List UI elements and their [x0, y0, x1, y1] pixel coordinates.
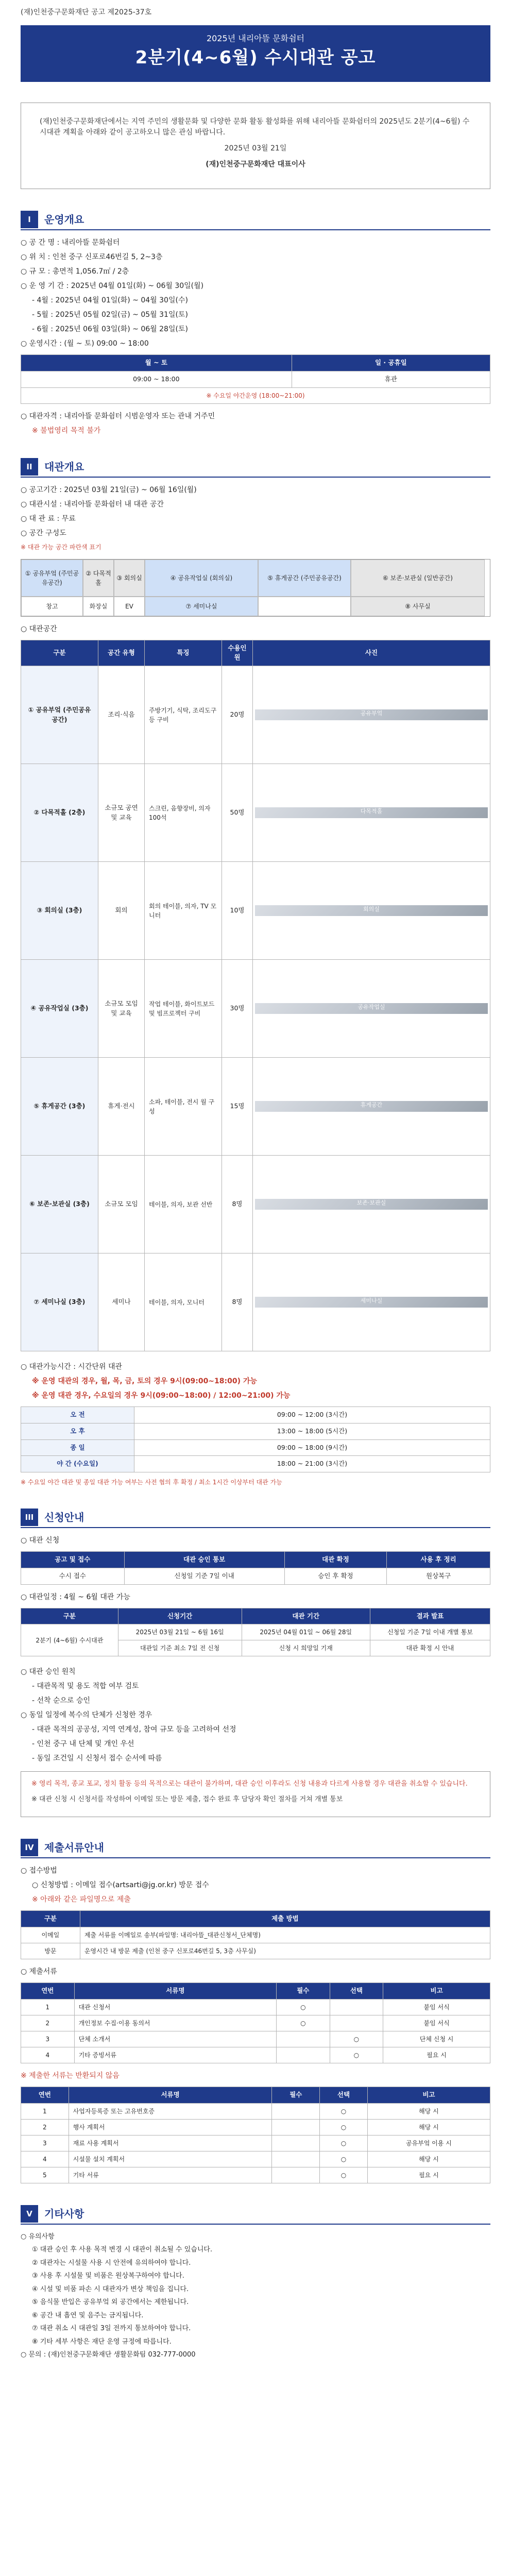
section-number: IV [21, 1839, 38, 1856]
table-header: 공고 및 접수 [21, 1552, 125, 1568]
section-title: 기타사항 [44, 2207, 84, 2220]
table-cell: 재료 사용 계획서 [69, 2135, 272, 2151]
table-cell: 행사 계획서 [69, 2119, 272, 2135]
title-banner [21, 25, 490, 82]
photo-placeholder: 공유작업실 [255, 1003, 488, 1014]
table-header: 구분 [21, 1911, 80, 1927]
table-cell: ○ [320, 2103, 368, 2119]
table-cell: 필요 시 [367, 2167, 490, 2183]
section-title: 운영개요 [44, 213, 84, 226]
table-cell: 수시 접수 [21, 1568, 125, 1584]
table-cell: 2분기 (4~6월) 수시대관 [21, 1624, 118, 1656]
table-cell: 승인 후 확정 [284, 1568, 387, 1584]
list-item: ○ 대관가능시간 : 시간단위 대관 [21, 1363, 123, 1371]
list-item: ○ 운영시간 : (월 ~ 토) 09:00 ~ 18:00 [21, 340, 149, 348]
list-item: ※ 불법영리 목적 불가 [32, 426, 101, 435]
section-title: 신청안내 [44, 1511, 84, 1523]
table-cell [330, 2015, 383, 2031]
list-item: ⑥ 공간 내 흡연 및 음주는 금지됩니다. [32, 2311, 144, 2319]
time-table [21, 1406, 490, 1472]
section-header [21, 2204, 490, 2225]
banner-title: 2분기(4~6월) 수시대관 공고 [135, 47, 376, 68]
room-features: 소파, 테이블, 전시 월 구성 [145, 1058, 222, 1156]
list-item: ○ 공 간 명 : 내리아뜰 문화쉼터 [21, 239, 120, 247]
room-name: ⑤ 휴게공간 (3층) [21, 1058, 98, 1156]
table-cell: 사업자등록증 또는 고유번호증 [69, 2103, 272, 2119]
table-row [21, 2015, 490, 2031]
room-capacity: 15명 [222, 1058, 253, 1156]
table-cell [272, 2167, 320, 2183]
floor-cell: ⑧ 사무실 [351, 597, 485, 616]
table-cell: 신청 시 희망일 기재 [242, 1640, 370, 1656]
table-cell: 단체 신청 시 [383, 2031, 490, 2047]
table-row [21, 1439, 490, 1456]
list-item: ※ 운영 대관 경우, 수요일의 경우 9시(09:00~18:00) / 12:00~21:00) 가능 [32, 1392, 291, 1400]
intro-org: (재)인천중구문화재단 대표이사 [206, 160, 305, 168]
table-cell: 운영시간 내 방문 제출 (인천 중구 신포로46번길 5, 3층 사무실) [80, 1943, 490, 1959]
proc-table [21, 1608, 490, 1657]
list-item: ○ 대관 승인 원칙 [21, 1668, 76, 1676]
room-photo [253, 1058, 490, 1156]
table-header: 연번 [21, 1983, 75, 1999]
table-cell: 5 [21, 2167, 69, 2183]
submit-list [21, 1866, 490, 1905]
photo-placeholder: 세미나실 [255, 1297, 488, 1308]
table-cell: 원상복구 [387, 1568, 490, 1584]
section-number: II [21, 458, 38, 476]
floor-cell: 창고 [21, 597, 83, 616]
room-name: ② 다목적홀 (2층) [21, 764, 98, 862]
table-cell: 2 [21, 2015, 75, 2031]
table-cell: ※ 수요일 야간운영 (18:00~21:00) [21, 387, 490, 403]
table-header: 대관 기간 [242, 1608, 370, 1624]
operator-list [21, 411, 490, 436]
table-header: 공간 유형 [98, 640, 145, 666]
floor-cell: ⑤ 휴게공간 (주민공유공간) [258, 560, 351, 597]
restriction-text: ※ 영리 목적, 종교 포교, 정치 활동 등의 목적으로는 대관이 불가하며, 대관 승인 이후라도 신청 내용과 다르게 사용할 경우 대관을 취소할 수 있습니다. [31, 1780, 468, 1788]
table-header: 필수 [277, 1983, 330, 1999]
table-header: 비고 [367, 2087, 490, 2103]
table-row [21, 1999, 490, 2015]
table-cell: 개인정보 수집·이용 동의서 [74, 2015, 276, 2031]
list-item: ○ 신청방법 : 이메일 접수(artsarti@jg.or.kr) 방문 접수 [32, 1881, 209, 1890]
list-item: ○ 규 모 : 총면적 1,056.7㎡ / 2층 [21, 267, 129, 276]
list-item: - 5월 : 2025년 05월 02일(금) ~ 05월 31일(토) [32, 311, 188, 319]
section-header [21, 1507, 490, 1528]
list-item: ○ 운 영 기 간 : 2025년 04월 01일(화) ~ 06월 30일(월) [21, 282, 204, 290]
rental-overview-list [21, 485, 490, 539]
room-name: ③ 회의실 (3층) [21, 862, 98, 960]
table-row [21, 1568, 490, 1584]
floor-cell: ④ 공유작업실 (회의실) [145, 560, 258, 597]
table-cell: 휴관 [292, 371, 490, 387]
rental-title: ○ 대관공간 [21, 624, 57, 633]
table-cell: 3 [21, 2031, 75, 2047]
table-header: 구분 [21, 1608, 118, 1624]
table-header: 월 ~ 토 [21, 355, 292, 371]
table-row [21, 666, 490, 764]
section-header [21, 210, 490, 230]
table-header: 특징 [145, 640, 222, 666]
photo-placeholder: 다목적홀 [255, 807, 488, 818]
section-overview [21, 210, 490, 436]
table-cell: 2025년 03월 21일 ~ 6월 16일 [118, 1624, 242, 1640]
list-item: - 4월 : 2025년 04월 01일(화) ~ 04월 30일(수) [32, 296, 188, 304]
floor-cell: ③ 회의실 [114, 560, 145, 597]
room-photo [253, 1253, 490, 1351]
table-row [21, 2151, 490, 2167]
table-cell: 시설물 설치 계획서 [69, 2151, 272, 2167]
table-cell: ○ [277, 1999, 330, 2015]
table-cell: 2 [21, 2119, 69, 2135]
table-cell: 신청일 기준 7일 이내 [124, 1568, 284, 1584]
proc-title: ○ 대관일정 : 4월 ~ 6월 대관 가능 [21, 1592, 130, 1601]
list-item: ○ 공고기간 : 2025년 03월 21일(금) ~ 06월 16일(월) [21, 485, 197, 494]
list-item: - 인천 중구 내 단체 및 개인 우선 [32, 1740, 134, 1749]
list-item: ○ 문의 : (재)인천중구문화재단 생활문화팀 032-777-0000 [21, 2351, 196, 2359]
list-item: ○ 유의사항 [21, 2232, 55, 2241]
photo-placeholder: 보존·보관실 [255, 1199, 488, 1210]
table-cell: 공유부엌 이용 시 [367, 2135, 490, 2151]
table-row [21, 1423, 490, 1439]
list-item: ③ 사용 후 시설물 및 비품은 원상복구하여야 합니다. [32, 2272, 184, 2280]
approval-list [21, 1667, 490, 1764]
banner-subtitle: 2025년 내리아뜰 문화쉼터 [207, 33, 304, 43]
list-item: ⑦ 대관 취소 시 대관일 3일 전까지 통보하여야 합니다. [32, 2325, 191, 2332]
photo-placeholder: 휴게공간 [255, 1101, 488, 1112]
list-item: ○ 공간 구성도 [21, 529, 66, 537]
room-name: ① 공유부엌 (주민공유공간) [21, 666, 98, 764]
list-item: ○ 대관시설 : 내리아뜰 문화쉼터 내 대관 공간 [21, 500, 164, 509]
room-photo [253, 666, 490, 764]
section-header [21, 457, 490, 478]
section-rental-overview [21, 457, 490, 1487]
table-header: 사용 후 정리 [387, 1552, 490, 1568]
overview-list [21, 238, 490, 349]
section-etc [21, 2204, 490, 2360]
section-number: I [21, 211, 38, 228]
list-item: - 동일 조건일 시 신청서 접수 순서에 따름 [32, 1754, 162, 1763]
room-photo [253, 1156, 490, 1253]
table-row [21, 387, 490, 403]
list-item: ④ 시설 및 비품 파손 시 대관자가 변상 책임을 집니다. [32, 2285, 189, 2293]
table-row [21, 764, 490, 862]
room-name: ④ 공유작업실 (3층) [21, 960, 98, 1058]
table-cell: 붙임 서식 [383, 1999, 490, 2015]
list-item: - 대관 목적의 공공성, 지역 연계성, 참여 규모 등을 고려하여 선정 [32, 1725, 236, 1734]
table-row [21, 2167, 490, 2183]
table-cell: 신청일 기준 7일 이내 개별 통보 [370, 1624, 490, 1640]
list-item: ※ 아래와 같은 파일명으로 제출 [32, 1895, 131, 1904]
table-header: 신청기간 [118, 1608, 242, 1624]
table-cell: ○ [320, 2167, 368, 2183]
table-row [21, 1456, 490, 1472]
table-row [21, 1927, 490, 1943]
table-cell: ○ [320, 2135, 368, 2151]
list-item: ① 대관 승인 후 사용 목적 변경 시 대관이 취소될 수 있습니다. [32, 2246, 213, 2253]
list-item: ○ 대관자격 : 내리아뜰 문화쉼터 시범운영자 또는 관내 거주민 [21, 412, 215, 420]
table-header: 일 · 공휴일 [292, 355, 490, 371]
table-cell: 2025년 04월 01일 ~ 06월 28일 [242, 1624, 370, 1640]
table-header: 대관 승인 통보 [124, 1552, 284, 1568]
intro-text: (재)인천중구문화재단에서는 지역 주민의 생활문화 및 다양한 문화 활동 활성화를 위해 내리아뜰 문화쉼터의 2025년도 2분기(4~6월) 수시대관 계획을 아래와 같이 공고하오니 많은 관심 바랍니다. [40, 117, 470, 137]
docs-title: ○ 제출서류 [21, 1968, 57, 1976]
section-documents [21, 1838, 490, 2183]
table-header: 대관 확정 [284, 1552, 387, 1568]
list-item: ○ 위 치 : 인천 중구 신포로46번길 5, 2~3층 [21, 253, 163, 261]
room-photo [253, 960, 490, 1058]
section-title: 대관개요 [44, 460, 84, 473]
table-row [21, 862, 490, 960]
list-item: ○ 접수방법 [21, 1867, 57, 1875]
table-row [21, 1407, 490, 1423]
apply-table [21, 1551, 490, 1585]
room-type: 회의 [98, 862, 145, 960]
table-header: 결과 발표 [370, 1608, 490, 1624]
table-cell: 해당 시 [367, 2119, 490, 2135]
table-cell: 단체 소개서 [74, 2031, 276, 2047]
list-item: - 선착 순으로 승인 [32, 1697, 91, 1705]
table-cell: 09:00 ~ 12:00 (3시간) [134, 1407, 490, 1423]
table-cell: 오 전 [21, 1407, 134, 1423]
table-cell: 해당 시 [367, 2103, 490, 2119]
room-capacity: 8명 [222, 1156, 253, 1253]
table-row [21, 1058, 490, 1156]
table-cell: 기타 증빙서류 [74, 2047, 276, 2063]
table-cell: 방문 [21, 1943, 80, 1959]
table-cell: 필요 시 [383, 2047, 490, 2063]
caution-text: ※ 대관 신청 시 신청서를 작성하여 이메일 또는 방문 제출, 접수 완료 후 담당자 확인 절차를 거쳐 개별 통보 [31, 1795, 343, 1803]
table-cell: 3 [21, 2135, 69, 2151]
section-number: V [21, 2205, 38, 2223]
docs2-title: ※ 제출한 서류는 반환되지 않음 [21, 2071, 120, 2080]
room-photo [253, 862, 490, 960]
list-item: - 대관목적 및 용도 적합 여부 검토 [32, 1682, 139, 1691]
room-type: 소규모 모임 [98, 1156, 145, 1253]
room-capacity: 10명 [222, 862, 253, 960]
table-row [21, 1624, 490, 1640]
table-cell: 4 [21, 2151, 69, 2167]
intro-box [21, 103, 490, 189]
table-cell: 기타 서류 [69, 2167, 272, 2183]
docs-table [21, 1982, 490, 2063]
section-application [21, 1507, 490, 1817]
room-features: 주방기기, 식탁, 조리도구 등 구비 [145, 666, 222, 764]
table-cell: ○ [320, 2119, 368, 2135]
table-cell: 18:00 ~ 21:00 (3시간) [134, 1456, 490, 1472]
table-cell: ○ [277, 2015, 330, 2031]
table-header: 수용인원 [222, 640, 253, 666]
table-header: 선택 [320, 2087, 368, 2103]
table-cell: 오 후 [21, 1423, 134, 1439]
table-header: 비고 [383, 1983, 490, 1999]
photo-placeholder: 공유부엌 [255, 709, 488, 720]
table-cell: 09:00 ~ 18:00 (9시간) [134, 1439, 490, 1456]
table-row [21, 371, 490, 387]
room-capacity: 50명 [222, 764, 253, 862]
table-header: 서류명 [69, 2087, 272, 2103]
table-cell [272, 2135, 320, 2151]
list-item: ○ 동일 일정에 복수의 단체가 신청한 경우 [21, 1711, 152, 1720]
list-item: ○ 대 관 료 : 무료 [21, 514, 76, 523]
section-number: III [21, 1509, 38, 1526]
table-cell: 1 [21, 1999, 75, 2015]
time-footer: ※ 수요일 야간 대관 및 종일 대관 가능 여부는 사전 협의 후 확정 / 최소 1시간 이상부터 대관 가능 [21, 1479, 282, 1486]
table-row [21, 2031, 490, 2047]
table-cell: 대관 신청서 [74, 1999, 276, 2015]
photo-placeholder: 회의실 [255, 905, 488, 916]
table-header: 선택 [330, 1983, 383, 1999]
room-name: ⑥ 보존·보관실 (3층) [21, 1156, 98, 1253]
floor-cell [258, 597, 351, 616]
room-capacity: 30명 [222, 960, 253, 1058]
table-row [21, 2119, 490, 2135]
room-type: 소규모 공연 및 교육 [98, 764, 145, 862]
floor-cell: EV [114, 597, 145, 616]
table-cell: 4 [21, 2047, 75, 2063]
room-type: 휴게·전시 [98, 1058, 145, 1156]
table-cell [277, 2031, 330, 2047]
table-cell [272, 2151, 320, 2167]
floor-cell: ⑥ 보존·보관실 (일반공간) [351, 560, 485, 597]
table-row [21, 1253, 490, 1351]
table-row [21, 2047, 490, 2063]
table-row [21, 1156, 490, 1253]
table-cell: ○ [320, 2151, 368, 2167]
restriction-box [21, 1771, 490, 1817]
table-header: 사진 [253, 640, 490, 666]
room-capacity: 8명 [222, 1253, 253, 1351]
room-type: 조리·식음 [98, 666, 145, 764]
table-cell: 대관일 기준 최소 7일 전 신청 [118, 1640, 242, 1656]
table-header: 구분 [21, 640, 98, 666]
list-item: - 6월 : 2025년 06월 03일(화) ~ 06월 28일(토) [32, 325, 188, 333]
intro-date: 2025년 03월 21일 [224, 144, 287, 152]
table-cell: 대관 확정 시 안내 [370, 1640, 490, 1656]
table-row [21, 1943, 490, 1959]
table-cell: 붙임 서식 [383, 2015, 490, 2031]
room-type: 세미나 [98, 1253, 145, 1351]
table-row [21, 960, 490, 1058]
table-cell: 제출 서류를 이메일로 송부(파일명: 내리아뜰_대관신청서_단체명) [80, 1927, 490, 1943]
table-header: 서류명 [74, 1983, 276, 1999]
table-cell: 이메일 [21, 1927, 80, 1943]
time-list [21, 1362, 490, 1401]
hours-table [21, 354, 490, 404]
table-cell: ○ [330, 2031, 383, 2047]
notice-list [21, 2232, 490, 2360]
room-features: 회의 테이블, 의자, TV 모니터 [145, 862, 222, 960]
list-item: ⑧ 기타 세부 사항은 재단 운영 규정에 따릅니다. [32, 2337, 172, 2346]
table-header: 제출 방법 [80, 1911, 490, 1927]
section-header [21, 1838, 490, 1858]
table-header: 연번 [21, 2087, 69, 2103]
table-cell: ○ [330, 2047, 383, 2063]
section-title: 제출서류안내 [44, 1841, 104, 1854]
table-cell [277, 2047, 330, 2063]
room-capacity: 20명 [222, 666, 253, 764]
table-cell [272, 2119, 320, 2135]
table-cell: 야 간 (수요일) [21, 1456, 134, 1472]
table-cell: 09:00 ~ 18:00 [21, 371, 292, 387]
floor-plan [21, 559, 490, 617]
table-cell [330, 1999, 383, 2015]
table-cell: 13:00 ~ 18:00 (5시간) [134, 1423, 490, 1439]
table-cell: 종 일 [21, 1439, 134, 1456]
floor-cell: 화장실 [83, 597, 114, 616]
doc-number: (재)인천중구문화재단 공고 제2025-37호 [21, 8, 152, 16]
rental-table [21, 640, 490, 1352]
list-item: ② 대관자는 시설물 사용 시 안전에 유의하여야 합니다. [32, 2259, 191, 2267]
room-photo [253, 764, 490, 862]
floor-cell: ② 다목적홀 [83, 560, 114, 597]
table-cell [272, 2103, 320, 2119]
floor-hint: ※ 대관 가능 공간 파란색 표기 [21, 543, 101, 551]
room-name: ⑦ 세미나실 (3층) [21, 1253, 98, 1351]
table-row [21, 2103, 490, 2119]
list-item: ⑤ 음식물 반입은 공유부엌 외 공간에서는 제한됩니다. [32, 2298, 189, 2306]
docs2-table [21, 2087, 490, 2183]
room-features: 테이블, 의자, 보관 선반 [145, 1156, 222, 1253]
room-type: 소규모 모임 및 교육 [98, 960, 145, 1058]
room-features: 작업 테이블, 화이트보드 및 빔프로젝터 구비 [145, 960, 222, 1058]
table-cell: 해당 시 [367, 2151, 490, 2167]
floor-cell: ⑦ 세미나실 [145, 597, 258, 616]
apply-title: ○ 대관 신청 [21, 1536, 60, 1545]
table-row [21, 2135, 490, 2151]
floor-cell: ① 공유부엌 (주민공유공간) [21, 560, 83, 597]
submit-table [21, 1910, 490, 1959]
table-header: 필수 [272, 2087, 320, 2103]
room-features: 스크린, 음향장비, 의자 100석 [145, 764, 222, 862]
list-item: ※ 운영 대관의 경우, 월, 목, 금, 토의 경우 9시(09:00~18:00) 가능 [32, 1377, 257, 1385]
table-cell: 1 [21, 2103, 69, 2119]
room-features: 테이블, 의자, 모니터 [145, 1253, 222, 1351]
